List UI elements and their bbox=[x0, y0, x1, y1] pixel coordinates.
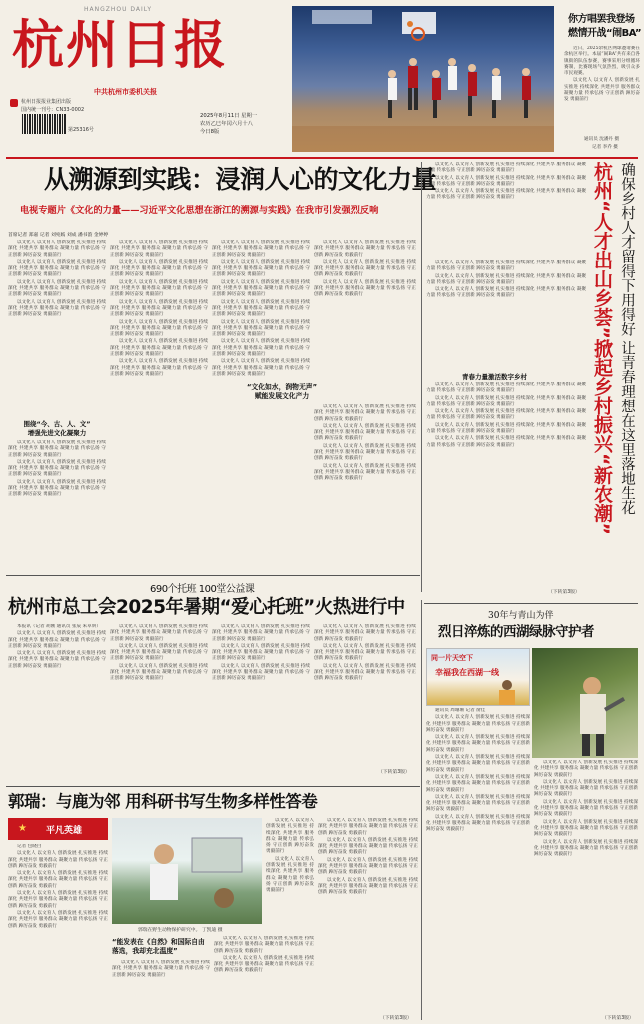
cn-number: 国内统一刊号：CN33-0002 bbox=[21, 107, 85, 113]
tree-worker-icon bbox=[532, 648, 638, 758]
filler bbox=[110, 300, 208, 319]
masthead-title: 杭州日报 bbox=[12, 15, 229, 76]
filler bbox=[214, 936, 314, 955]
filler bbox=[564, 78, 640, 103]
issue-number: 第25316号 bbox=[68, 127, 94, 133]
filler bbox=[110, 664, 208, 683]
lake-photo-poster bbox=[426, 648, 530, 706]
date: 2025年8月11日 星期一 bbox=[200, 113, 258, 119]
filler bbox=[110, 240, 208, 259]
filler bbox=[8, 871, 108, 890]
union-col-2 bbox=[110, 624, 208, 766]
filler bbox=[8, 240, 106, 259]
top-right-byline-2: 记者 李乔 摄 bbox=[592, 145, 618, 150]
lunar-date: 农历乙巳年闰六月十八 bbox=[200, 121, 253, 127]
filler bbox=[8, 440, 106, 459]
filler bbox=[212, 240, 310, 259]
filler bbox=[426, 260, 586, 273]
top-right-headline-1: 你方唱罢我登场 bbox=[568, 14, 635, 25]
filler bbox=[314, 644, 416, 663]
filler bbox=[426, 396, 586, 409]
lead-col-1b bbox=[8, 440, 106, 570]
filler bbox=[8, 300, 106, 319]
lead-mid-subhead bbox=[222, 383, 342, 401]
publisher: 杭州日报报业集团出版 bbox=[21, 99, 72, 105]
filler bbox=[426, 815, 530, 834]
guo-byline: 记者 包晓白 bbox=[17, 844, 42, 849]
filler bbox=[314, 404, 416, 423]
guo-banner bbox=[8, 818, 108, 840]
guo-col-3 bbox=[214, 936, 314, 1016]
lead-col-4b bbox=[314, 404, 416, 570]
talent-body-2 bbox=[426, 382, 586, 588]
filler bbox=[212, 320, 310, 339]
lake-headline: 烈日淬炼的西湖绿脉守护者 bbox=[438, 624, 594, 640]
lake-rule bbox=[424, 603, 638, 604]
star-icon: ★ bbox=[18, 823, 27, 834]
guo-headline: 郭瑞：与鹿为邻 用科研书写生物多样性答卷 bbox=[8, 792, 318, 811]
lead-col-4 bbox=[314, 240, 416, 378]
filler bbox=[8, 651, 106, 670]
filler bbox=[314, 240, 416, 259]
lake-kicker: 30年与青山为伴 bbox=[488, 611, 554, 621]
basketball-scene-icon bbox=[292, 6, 554, 152]
filler bbox=[534, 840, 638, 859]
filler bbox=[318, 838, 418, 857]
filler bbox=[426, 382, 586, 395]
filler bbox=[534, 820, 638, 839]
section-rule bbox=[6, 575, 420, 576]
filler bbox=[318, 858, 418, 877]
filler bbox=[8, 851, 108, 870]
filler bbox=[8, 911, 108, 930]
filler bbox=[8, 631, 106, 650]
lead-side-subhead bbox=[8, 420, 106, 438]
filler bbox=[110, 644, 208, 663]
filler bbox=[314, 444, 416, 463]
talent-headline: 杭州“人才出山乡荟”掀起乡村振兴“新农潮” bbox=[591, 162, 613, 535]
filler bbox=[214, 956, 314, 975]
guo-col-4 bbox=[266, 818, 314, 928]
union-col-4 bbox=[314, 624, 416, 766]
union-headline: 杭州市总工会2025年暑期“爱心托班”火热进行中 bbox=[8, 597, 405, 618]
filler bbox=[212, 624, 310, 643]
filler bbox=[8, 260, 106, 279]
union-kicker: 690个托班 100堂公益课 bbox=[150, 584, 255, 595]
lead-side-subhead-1: 围绕“今、古、人、文” bbox=[23, 420, 91, 428]
lead-right-rule bbox=[421, 162, 422, 592]
filler bbox=[426, 176, 586, 189]
guo-col-5 bbox=[318, 818, 418, 1016]
guo-pullquote: “能发表在《自然》和国际自由落选，我却充北温度” bbox=[112, 938, 205, 955]
guo-col-1 bbox=[8, 844, 108, 1016]
talent-body-1 bbox=[426, 260, 586, 370]
guo-col-2 bbox=[112, 960, 210, 1016]
filler bbox=[266, 818, 314, 856]
filler bbox=[314, 624, 416, 643]
filler bbox=[110, 260, 208, 279]
filler bbox=[8, 480, 106, 499]
filler bbox=[426, 423, 586, 436]
filler bbox=[212, 664, 310, 683]
lead-col-2 bbox=[110, 240, 208, 570]
union-col-1 bbox=[8, 624, 106, 766]
lake-poster-caption-2: 幸福我在西湖一线 bbox=[435, 668, 499, 677]
filler bbox=[426, 795, 530, 814]
filler bbox=[426, 715, 530, 734]
talent-subhead-inline: 青春力量激活数字乡村 bbox=[462, 373, 527, 381]
lead-col-3 bbox=[212, 240, 310, 570]
date-block bbox=[200, 112, 290, 148]
filler bbox=[426, 274, 586, 287]
lead-side-subhead-2: 增强先进文化凝聚力 bbox=[27, 429, 87, 437]
filler bbox=[426, 409, 586, 422]
filler bbox=[212, 260, 310, 279]
filler bbox=[8, 891, 108, 910]
talent-subhead: 确保乡村人才留得下用得好 让青春理想在这里落地生花 bbox=[619, 162, 635, 515]
guo-continued: （下转第3版） bbox=[380, 1016, 412, 1021]
lead-subhead: 电视专题片《文化的力量——习近平文化思想在浙江的溯源与实践》在我市引发强烈反响 bbox=[20, 205, 379, 216]
lake-poster-caption: 同一片天空下 bbox=[431, 653, 473, 662]
filler bbox=[314, 664, 416, 683]
filler bbox=[314, 464, 416, 483]
filler bbox=[110, 320, 208, 339]
lake-byline: 通讯员 周珊珊 记者 俞佳 bbox=[435, 708, 486, 713]
guo-photo bbox=[112, 818, 262, 924]
filler bbox=[318, 818, 418, 837]
filler bbox=[112, 960, 210, 979]
filler bbox=[534, 760, 638, 779]
filler bbox=[8, 280, 106, 299]
filler bbox=[110, 339, 208, 358]
filler bbox=[314, 260, 416, 279]
filler bbox=[534, 800, 638, 819]
talent-continued: （下转第3版） bbox=[548, 590, 580, 595]
lead-byline: 首席记者 郑嘉 记者 刘宛嫣 刘成 潘书韵 金婷婷 bbox=[8, 233, 109, 238]
bottom-divider bbox=[421, 600, 422, 1020]
union-col-3 bbox=[212, 624, 310, 766]
filler bbox=[212, 280, 310, 299]
filler bbox=[212, 644, 310, 663]
filler bbox=[110, 624, 208, 643]
top-right-byline: 通讯员 沈潘丹 摄 bbox=[584, 137, 620, 142]
barcode-icon bbox=[22, 114, 66, 134]
researcher-icon bbox=[112, 818, 262, 924]
filler bbox=[212, 339, 310, 358]
worker-figure-icon bbox=[485, 677, 529, 706]
masthead-barcode-block bbox=[8, 96, 108, 146]
filler bbox=[426, 735, 530, 754]
lead-col-1 bbox=[8, 240, 106, 412]
union-continued: （下转第3版） bbox=[378, 770, 410, 775]
lake-col-2 bbox=[534, 760, 638, 1014]
filler bbox=[426, 287, 586, 300]
lead-mid-subhead-1: “文化如水，润物无声” bbox=[246, 383, 318, 391]
filler bbox=[426, 755, 530, 774]
filler bbox=[426, 775, 530, 794]
masthead-pinyin: HANGZHOU DAILY bbox=[84, 6, 152, 13]
union-byline: 本报讯（记者 胡刚 通讯员 张辰 朱卓妍） bbox=[17, 624, 101, 629]
guo-photo-caption: 郭瑞在野生动物保护研究中。 丁凯迪 摄 bbox=[138, 928, 223, 933]
filler bbox=[426, 189, 586, 202]
filler bbox=[314, 424, 416, 443]
lake-photo-worker bbox=[532, 648, 638, 758]
filler bbox=[110, 359, 208, 378]
filler bbox=[314, 280, 416, 299]
talent-intro bbox=[426, 162, 586, 258]
filler bbox=[110, 280, 208, 299]
filler bbox=[8, 460, 106, 479]
masthead-org: 中共杭州市委机关报 bbox=[94, 88, 157, 96]
top-right-body-text: 近日，2025余杭区网球邀请赛在余杭区举行。本届“闹BA”共有来自各镇街的队伍参赛，赛事采用分组循环赛制，比赛现场气氛热烈，吸引众多市民观赛。 bbox=[564, 46, 640, 77]
logo-icon bbox=[10, 99, 18, 107]
lake-col-1 bbox=[426, 708, 530, 1016]
lead-mid-subhead-2: 赋能发展文化产力 bbox=[254, 392, 310, 400]
filler bbox=[426, 162, 586, 175]
guo-rule bbox=[6, 786, 420, 787]
filler bbox=[534, 780, 638, 799]
filler bbox=[318, 878, 418, 897]
masthead-rule bbox=[6, 157, 638, 159]
page-count: 今日8版 bbox=[200, 129, 220, 135]
top-photo bbox=[292, 6, 554, 152]
top-right-story bbox=[560, 6, 640, 152]
filler bbox=[266, 857, 314, 895]
guo-banner-text: 平凡英雄 bbox=[46, 826, 83, 836]
filler bbox=[212, 300, 310, 319]
lake-continued: （下转第3版） bbox=[602, 1016, 634, 1021]
top-right-body bbox=[564, 46, 640, 134]
lead-headline: 从溯源到实践：浸润人心的文化力量 bbox=[44, 165, 437, 194]
filler bbox=[212, 359, 310, 378]
top-right-headline-2: 燃情开战“闹BA” bbox=[568, 28, 642, 39]
filler bbox=[426, 436, 586, 449]
